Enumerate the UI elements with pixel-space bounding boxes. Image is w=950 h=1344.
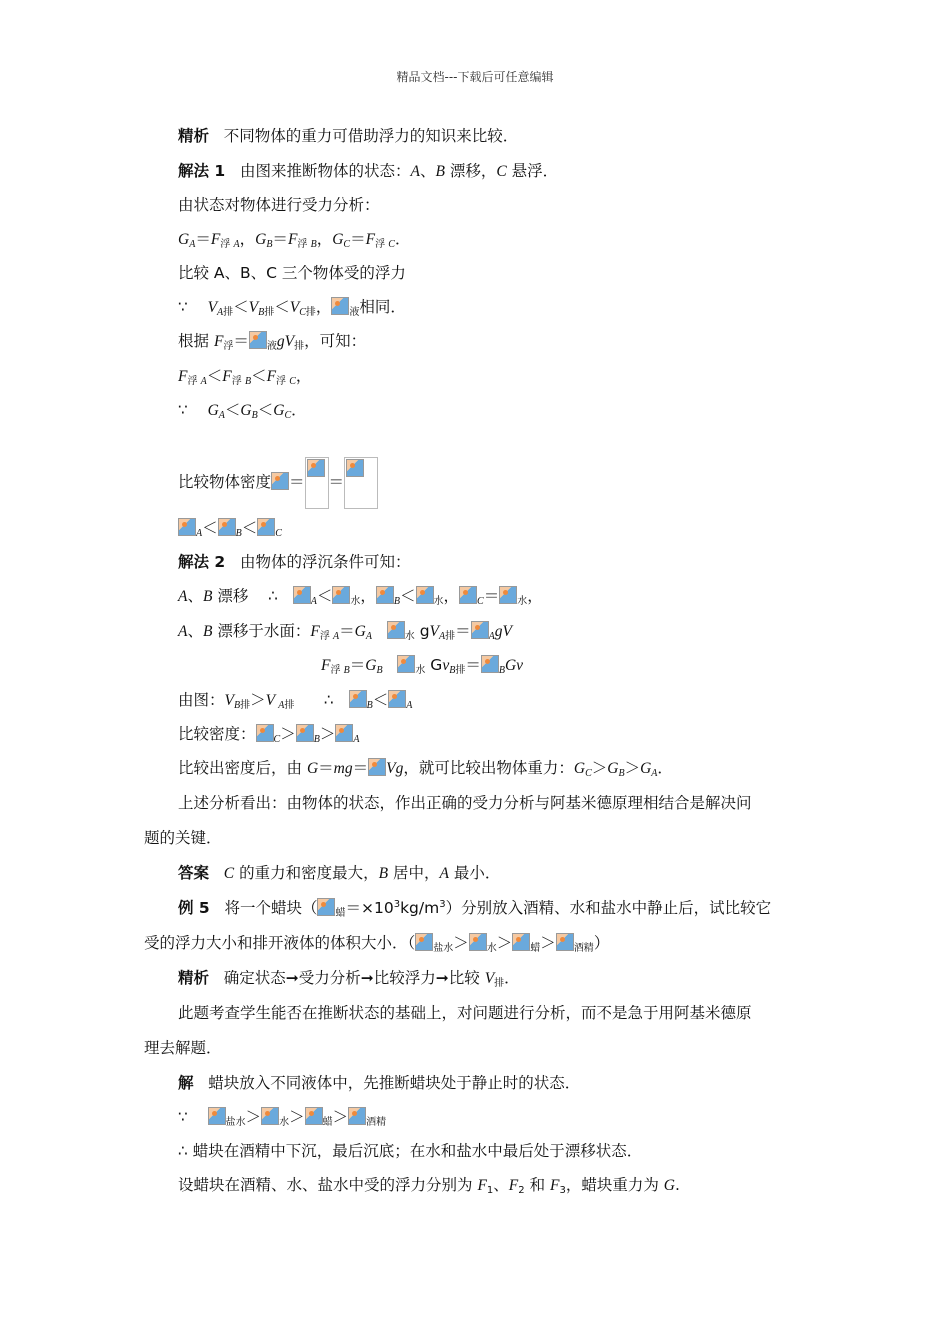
line-20: 题的关键． <box>144 829 222 847</box>
rho-image-icon <box>271 472 289 490</box>
line-7: 根据 $F_浮= _液gV_排$，可知： <box>178 332 367 352</box>
line-25: 此题考查学生能否在推断状态的基础上，对问题进行分析，而不是急于用阿基米德原 <box>178 1004 752 1022</box>
line-27: 解 蜡块放入不同液体中，先推断蜡块处于静止时的状态． <box>178 1074 581 1092</box>
line-22: 例 5 将一个蜡块（ $_蜡=\times 10^3kg/m^3$）分别放入酒精、水和盐水中静止后，试比较它 <box>178 899 772 919</box>
line-19: 上述分析看出：由物体的状态，作出正确的受力分析与阿基米德原理相结合是解决问 <box>178 794 752 812</box>
line-23: 受的浮力大小和排开液体的体积大小．（ $_{盐水}$＞ $_水$＞ $_蜡$＞ $_{酒精}$） <box>144 934 610 954</box>
line-17: 比较密度： $_C$＞ $_B$＞ $_A$ <box>178 725 360 745</box>
line-2: 解法 1 由图来推断物体的状态：A、B 漂移，C 悬浮． <box>178 162 559 180</box>
line-4: $G_A=F_{浮 A}$，$G_B=F_{浮 B}$，$G_C=F_{浮 C}$． <box>178 230 411 250</box>
line-13: A、B 漂移 ∴ $_A$＜ $_水$， $_B$＜ $_水$， $_C$＝ $_水$， <box>178 587 543 607</box>
line-9: ∵ $G_A<G_B<G_C$． <box>178 401 307 421</box>
line-15: $F_{浮 B}=G_B$ $_水$ $Gv_{B排}= _BGv$ <box>321 656 524 676</box>
fraction-image <box>305 457 329 509</box>
rho-image-icon <box>331 297 349 315</box>
line-18: 比较出密度后，由 G＝mg＝ Vg，就可比较出物体重力：$G_C>G_B>G_A$． <box>178 759 673 779</box>
line-14: A、B 漂移于水面：$F_{浮 A}=G_A$ $_水$ $gV_{A排}= _AgV$ <box>178 622 512 642</box>
rho-image-icon <box>249 331 267 349</box>
line-6: ∵ $V_{A排}<V_{B排}<V_{C排}$， $_液$相同． <box>178 298 406 318</box>
line-12: 解法 2 由物体的浮沉条件可知： <box>178 553 411 571</box>
line-1: 精析 不同物体的重力可借助浮力的知识来比较． <box>178 127 519 145</box>
fraction-image <box>344 457 378 509</box>
line-21: 答案 C 的重力和密度最大，B 居中，A 最小． <box>178 864 501 882</box>
line-30: 设蜡块在酒精、水、盐水中受的浮力分别为 $F_1$、$F_2$ 和 $F_3$，蜡块重力为 G. <box>178 1176 680 1196</box>
line-3: 由状态对物体进行受力分析： <box>178 196 380 214</box>
line-10: 比较物体密度 ＝ ＝ <box>178 457 378 509</box>
page-header: 精品文档---下载后可任意编辑 <box>396 70 554 84</box>
line-29: ∴ 蜡块在酒精中下沉，最后沉底；在水和盐水中最后处于漂移状态． <box>178 1142 643 1160</box>
line-5: 比较 A、B、C 三个物体受的浮力 <box>178 264 406 282</box>
line-26: 理去解题． <box>144 1039 222 1057</box>
line-28: ∵ $_{盐水}$＞ $_水$＞ $_蜡$＞ $_{酒精}$ <box>178 1108 387 1128</box>
line-11: $_A$＜ $_B$＜ $_C$ <box>178 517 282 539</box>
line-16: 由图：$V_{B排}>V$ $_{A排}$ ∴ $_B$＜ $_A$ <box>178 691 413 711</box>
line-24: 精析 确定状态➞受力分析➞比较浮力➞比较 $V_排$． <box>178 969 520 989</box>
line-8: $F_{浮 A}<F_{浮 B}<F_{浮 C}$， <box>178 367 312 387</box>
